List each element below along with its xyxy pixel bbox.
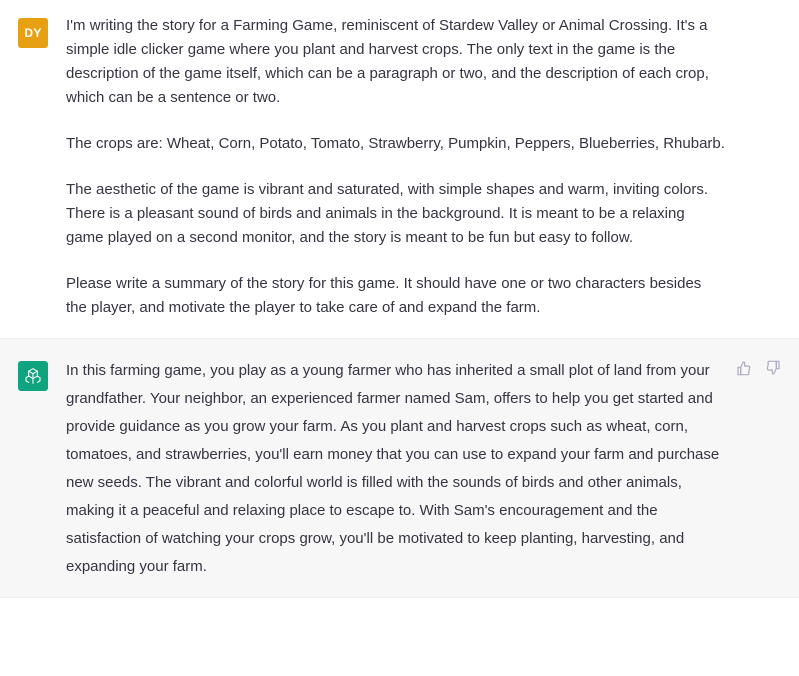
message-paragraph: The aesthetic of the game is vibrant and saturated, with simple shapes and warm, inviting colors. There is a pleasant sound of birds and animals in the background. It is meant to be a relaxing game played on a second monitor, and the story is meant to be fun but easy to follow. (66, 181, 708, 246)
avatar-column (0, 357, 66, 581)
message-body-user (66, 14, 799, 320)
message-turn-assistant (0, 338, 799, 598)
response-feedback-actions (735, 359, 781, 376)
avatar (18, 361, 48, 391)
avatar-initials: DY (24, 26, 42, 40)
message-paragraph: Please write a summary of the story for this game. It should have one or two characters besides the player, and motivate the player to take care of and expand the farm. (66, 275, 702, 316)
openai-logo-icon (23, 366, 43, 386)
thumbs-down-icon[interactable] (764, 359, 781, 376)
message-paragraph: I'm writing the story for a Farming Game, reminiscent of Stardew Valley or Animal Crossing. It's a simple idle clicker game where you plant and harvest crops. The only text in the game is the description of the game itself, which can be a paragraph or two, and the description of each crop, which can be a sentence or two. (66, 17, 709, 106)
message-paragraph: In this farming game, you play as a young farmer who has inherited a small plot of land from your grandfather. Your neighbor, an experienced farmer named Sam, offers to help you get started and provide guidance as you grow your farm. As you plant and harvest crops such as wheat, corn, tomatoes, and strawberries, you'll earn money that you can use to expand your farm and purchase new seeds. The vibrant and colorful world is filled with the sounds of birds and other animals, making it a peaceful and relaxing place to escape to. With Sam's encouragement and the satisfaction of watching your crops grow, you'll be motivated to keep planting, harvesting, and expanding your farm. (66, 362, 720, 575)
avatar (18, 18, 48, 48)
message-body-assistant (66, 357, 799, 581)
avatar-column (0, 14, 66, 320)
message-paragraph: The crops are: Wheat, Corn, Potato, Tomato, Strawberry, Pumpkin, Peppers, Blueberries, Rhubarb. (66, 135, 725, 152)
thread-bottom-spacer (0, 598, 799, 608)
thumbs-up-icon[interactable] (735, 359, 752, 376)
